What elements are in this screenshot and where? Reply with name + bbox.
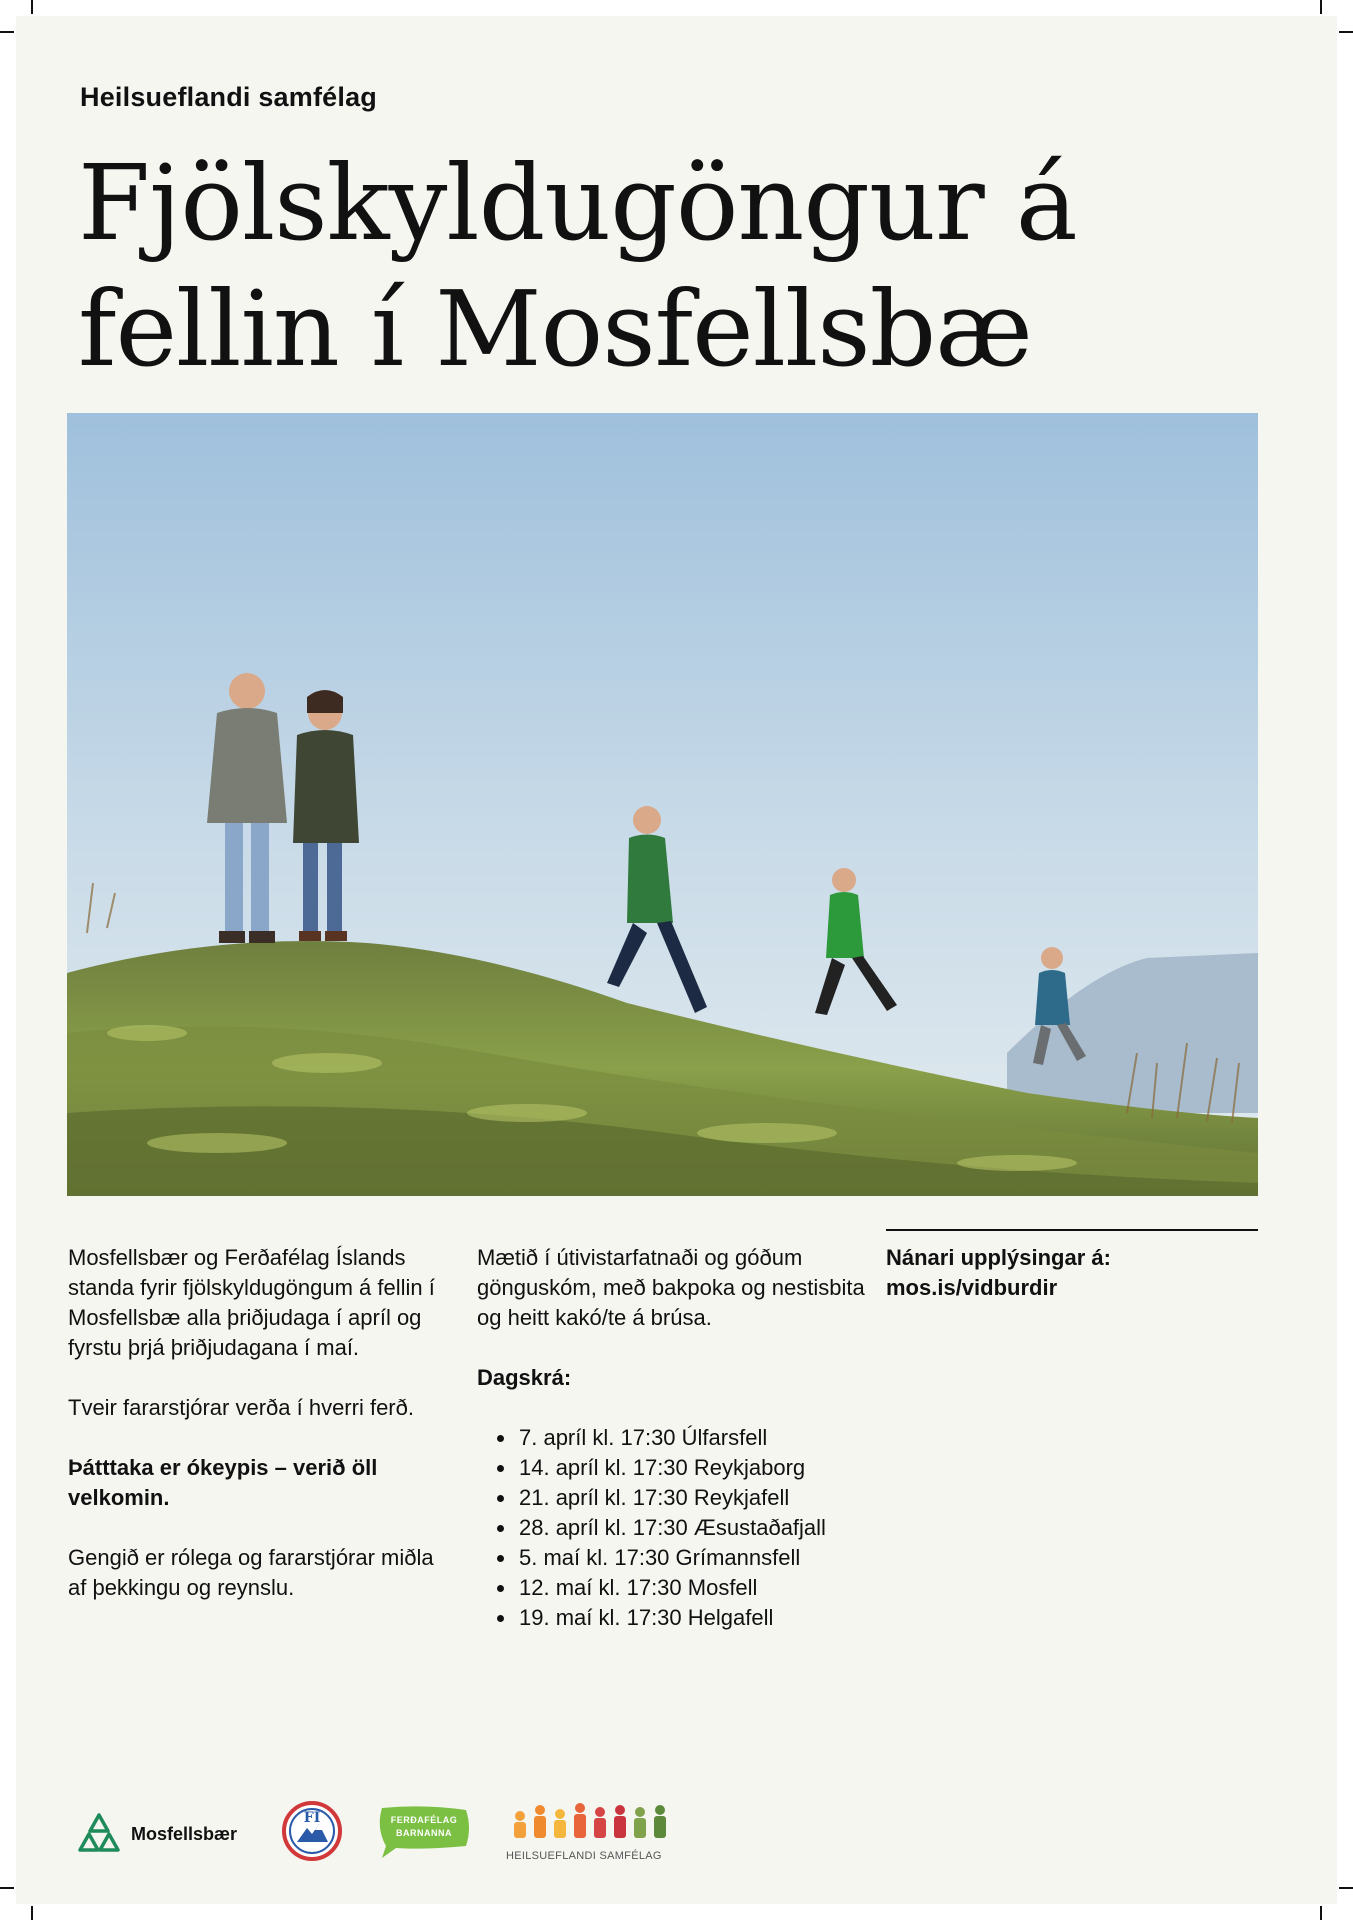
free-entry-paragraph: Þátttaka er ókeypis – verið öll velkomin. — [68, 1455, 378, 1510]
crop-mark-br-v — [1320, 1906, 1322, 1920]
sponsor-logos — [78, 1800, 778, 1870]
schedule-item: • 7. apríl kl. 17:30 Úlfarsfell — [517, 1423, 867, 1453]
schedule-item: • 28. apríl kl. 17:30 Æsustaðafjall — [517, 1513, 867, 1543]
schedule-item: • 12. maí kl. 17:30 Mosfell — [517, 1573, 867, 1603]
info-divider — [886, 1229, 1258, 1231]
heilsueflandi-samfelag-logo — [506, 1800, 686, 1866]
family-hiking-photo — [67, 413, 1258, 1196]
mosfellsbaer-logo — [78, 1812, 238, 1858]
people-row-icon — [506, 1800, 676, 1846]
info-column — [886, 1243, 1258, 1303]
crop-mark-tr-v — [1320, 0, 1322, 14]
barnanna-line-2: BARNANNA — [396, 1828, 452, 1838]
intro-paragraph: Mosfellsbær og Ferðafélag Íslands standa fyrir fjölskyldugöngum á fellin í Mosfellsbæ alla þriðjudaga í apríl og fyrstu þrjá þriðjudagana í maí. — [68, 1245, 435, 1360]
schedule-item: • 14. apríl kl. 17:30 Reykjaborg — [517, 1453, 867, 1483]
guides-paragraph: Tveir fararstjórar verða í hverri ferð. — [68, 1395, 414, 1420]
fi-seal-label: FÍ — [303, 1810, 321, 1826]
crop-mark-br-h — [1339, 1887, 1353, 1889]
crop-mark-tr-h — [1339, 31, 1353, 33]
crop-mark-tl-h — [0, 31, 14, 33]
intro-column — [68, 1243, 448, 1633]
title-line-1: Fjölskyldugöngur á — [78, 142, 1077, 264]
barnanna-line-1: FERÐAFÉLAG — [390, 1815, 458, 1825]
schedule-heading: Dagskrá: — [477, 1365, 572, 1390]
heilsueflandi-wordmark: HEILSUEFLANDI SAMFÉLAG — [506, 1850, 662, 1862]
crop-mark-tl-v — [31, 0, 33, 14]
schedule-column — [477, 1243, 867, 1633]
mosfellsbaer-emblem-icon — [78, 1812, 120, 1854]
pace-paragraph: Gengið er rólega og fararstjórar miðla af þekkingu og reynslu. — [68, 1545, 434, 1600]
gear-paragraph: Mætið í útivistarfatnaði og góðum gönguskóm, með bakpoka og nestisbita og heitt kakó/te á brúsa. — [477, 1245, 865, 1330]
crop-mark-bl-v — [31, 1906, 33, 1920]
page-title — [78, 140, 1258, 392]
schedule-list — [477, 1423, 867, 1633]
schedule-item: • 21. apríl kl. 17:30 Reykjafell — [517, 1483, 867, 1513]
info-link[interactable]: mos.is/vidburdir — [886, 1275, 1058, 1300]
ferdafelag-islands-logo — [281, 1800, 343, 1862]
title-line-2: fellin í Mosfellsbæ — [78, 268, 1032, 390]
crop-mark-bl-h — [0, 1887, 14, 1889]
schedule-item: • 5. maí kl. 17:30 Grímannsfell — [517, 1543, 867, 1573]
ferdafelag-barnanna-logo — [374, 1804, 474, 1860]
kicker-label: Heilsueflandi samfélag — [80, 82, 377, 112]
info-label: Nánari upplýsingar á: — [886, 1245, 1111, 1270]
schedule-item: • 19. maí kl. 17:30 Helgafell — [517, 1603, 867, 1633]
mosfellsbaer-wordmark: Mosfellsbær — [131, 1824, 238, 1844]
